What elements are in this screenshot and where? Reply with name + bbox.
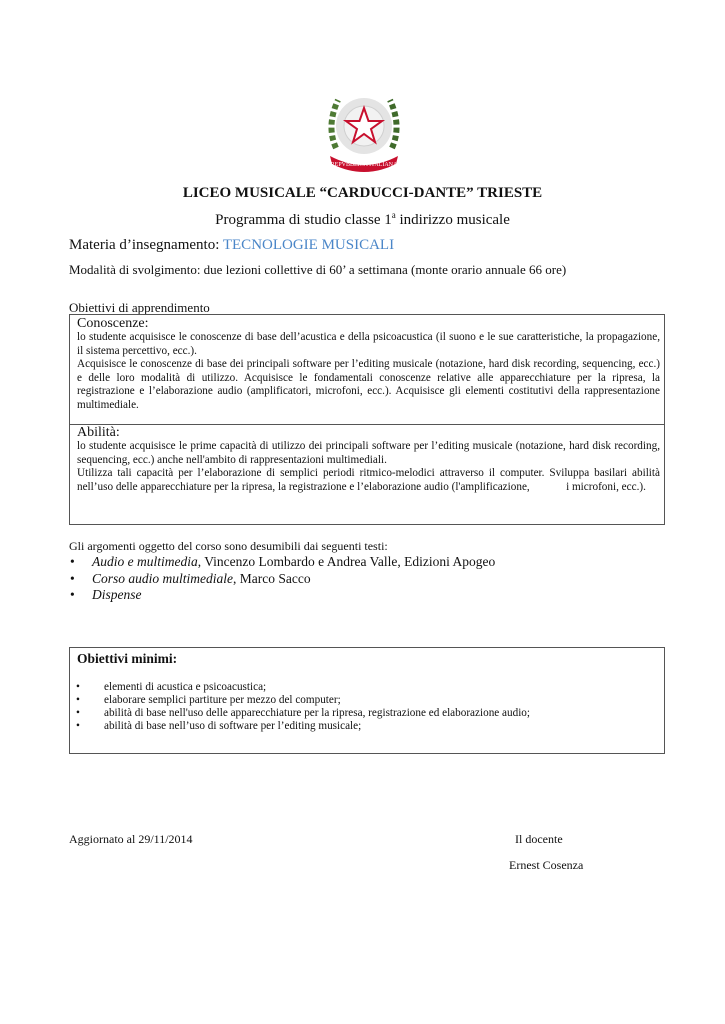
list-item bbox=[70, 694, 664, 707]
abilita-title: Abilità: bbox=[77, 425, 120, 440]
abilita-p2: Utilizza tali capacità per l’elaborazione di semplici periodi ritmico-melodici attraverso il computer. Sviluppa basilari abilità nell’uso delle apparecchiature per la ripresa, la registrazione e l’elaborazione audio (l'amplificazione, i microfoni, ecc.). bbox=[77, 467, 660, 493]
italian-republic-emblem bbox=[318, 86, 410, 174]
book-title: Dispense bbox=[92, 587, 142, 602]
conoscenze-box bbox=[69, 314, 665, 425]
textbooks-list bbox=[69, 554, 495, 604]
list-item bbox=[69, 587, 495, 604]
bullet-icon: • bbox=[70, 570, 75, 586]
list-item bbox=[69, 554, 495, 571]
conoscenze-p1: lo studente acquisisce le conoscenze di base dell’acustica e della psicoacustica (il suono e le sue caratteristiche, la propagazione, il sistema percettivo, ecc.). bbox=[77, 331, 660, 357]
program-sup: a bbox=[391, 210, 396, 220]
book-title: Corso audio multimediale bbox=[92, 570, 233, 586]
bullet-icon: • bbox=[76, 707, 80, 719]
book-details: , Vincenzo Lombardo e Andrea Valle, Edizioni Apogeo bbox=[197, 554, 496, 569]
bullet-icon: • bbox=[76, 694, 80, 706]
item-text: abilità di base nell'uso delle apparecchiature per la ripresa, registrazione ed elaborazione audio; bbox=[104, 707, 531, 719]
book-details: , Marco Sacco bbox=[233, 570, 311, 586]
minimum-objectives-box bbox=[69, 647, 665, 754]
bullet-icon: • bbox=[70, 554, 75, 569]
list-item bbox=[70, 681, 664, 694]
program-suffix: indirizzo musicale bbox=[395, 212, 510, 228]
teacher-name: Ernest Cosenza bbox=[509, 858, 584, 872]
minimum-objectives-title: Obiettivi minimi: bbox=[77, 651, 178, 666]
teacher-label: Il docente bbox=[515, 832, 563, 846]
updated-date: Aggiornato al 29/11/2014 bbox=[69, 832, 193, 846]
school-title: LICEO MUSICALE “CARDUCCI-DANTE” TRIESTE bbox=[182, 185, 543, 201]
program-subtitle bbox=[0, 210, 725, 229]
list-item bbox=[70, 707, 664, 720]
item-text: elaborare semplici partiture per mezzo del computer; bbox=[104, 694, 341, 706]
subject-value: TECNOLOGIE MUSICALI bbox=[222, 237, 395, 253]
program-prefix: Programma di studio classe 1 bbox=[215, 212, 392, 228]
conoscenze-p2: Acquisisce le conoscenze di base dei principali software per l’editing musicale (notazione, hard disk recording, sequencing, ecc.) e delle loro modalità di utilizzo. Acquisisce le fondamentali conoscenze relative alle apparecchiature per la ripresa, la registrazione e l’elaborazione audio (amplificatori, microfoni, ecc.). Acquisisce gli elementi costitutivi della rappresentazione multimediale. bbox=[77, 358, 660, 411]
bullet-icon: • bbox=[76, 720, 80, 732]
lesson-mode: Modalità di svolgimento: due lezioni collettive di 60’ a settimana (monte orario annuale 66 ore) bbox=[69, 262, 567, 277]
list-item bbox=[69, 571, 495, 588]
abilita-p1: lo studente acquisisce le prime capacità di utilizzo dei principali software per l’editing musicale (notazione, hard disk recording, sequencing, ecc.) anche nell'ambito di rappresentazioni multimediali. bbox=[77, 440, 660, 466]
abilita-box bbox=[69, 424, 665, 525]
bullet-icon: • bbox=[70, 587, 75, 602]
list-item bbox=[70, 720, 664, 733]
emblem-icon bbox=[318, 86, 410, 174]
item-text: elementi di acustica e psicoacustica; bbox=[104, 681, 267, 693]
bullet-icon: • bbox=[76, 681, 80, 693]
objectives-label: Obiettivi di apprendimento bbox=[69, 300, 210, 315]
textbooks-intro: Gli argomenti oggetto del corso sono desumibili dai seguenti testi: bbox=[69, 539, 388, 553]
abilita-body bbox=[70, 440, 664, 494]
svg-text:REPVBBLICA ITALIANA: REPVBBLICA ITALIANA bbox=[330, 162, 398, 168]
subject-line bbox=[69, 237, 394, 254]
conoscenze-title: Conoscenze: bbox=[77, 316, 149, 331]
book-title: Audio e multimedia bbox=[92, 554, 198, 569]
subject-label: Materia d’insegnamento: bbox=[69, 237, 223, 253]
item-text: abilità di base nell’uso di software per l’editing musicale; bbox=[104, 720, 362, 732]
minimum-objectives-list bbox=[70, 681, 664, 733]
conoscenze-body bbox=[70, 331, 664, 413]
